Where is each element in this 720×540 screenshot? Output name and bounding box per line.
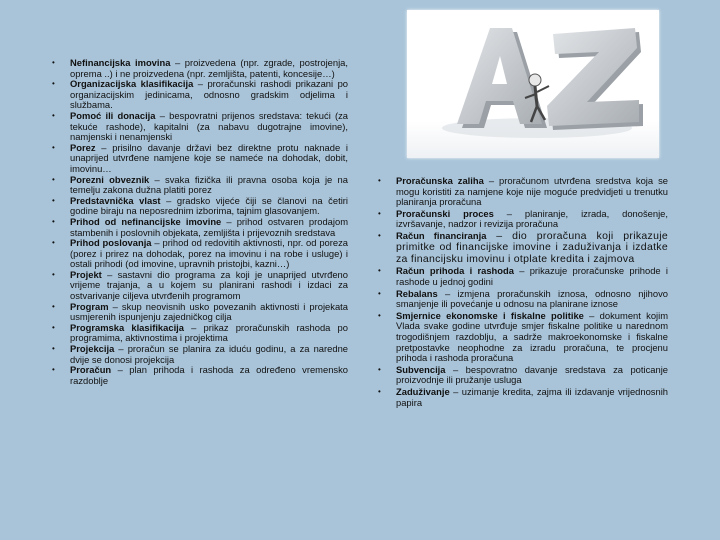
list-item bbox=[52, 58, 348, 79]
bullet-icon: • bbox=[52, 322, 55, 332]
list-item bbox=[378, 311, 668, 364]
bullet-icon: • bbox=[52, 174, 55, 184]
list-item bbox=[378, 289, 668, 310]
definition: – dio proračuna koji prikazuje primitke od financijske imovine i zaduživanja i izdatke za financijsku imovinu i otplate kredita i zajmova bbox=[396, 229, 668, 265]
definition: – proračun se planira za iduću godinu, a za naredne dvije se donosi projekcija bbox=[70, 343, 348, 365]
bullet-icon: • bbox=[378, 288, 381, 298]
definition: – izmjena proračunskih iznosa, odnosno njihovo smanjenje ili povećanje u odnosu na planirane iznose bbox=[396, 287, 668, 310]
term: Rebalans bbox=[396, 287, 438, 299]
list-item bbox=[52, 217, 348, 238]
definition: – dokument kojim Vlada svake godine utvrđuje smjer fiskalne politike u narednom trogodišnjem razdoblju, a sadrže makroekonomske i fiskalne pretpostavke neophodne za izradu proračuna, te procjenu prihoda i rashoda proračuna bbox=[396, 309, 669, 364]
term: Račun financiranja bbox=[396, 229, 487, 241]
term: Prihod od nefinancijske imovine bbox=[70, 215, 222, 227]
definition: – bespovratni prijenos sredstava: tekući (za tekuće rashode), kapitalni (za nabavu dugotrajne imovine), namjenski i nenamjenski bbox=[70, 109, 349, 143]
term: Proračunska zaliha bbox=[396, 175, 484, 186]
term: Subvencija bbox=[396, 363, 446, 375]
definition: – proizvedena (npr. zgrade, postrojenja, oprema ..) i ne proizvedena (npr. zemljišta, patenti, koncesije…) bbox=[70, 57, 349, 79]
bullet-icon: • bbox=[52, 195, 55, 205]
bullet-icon: • bbox=[52, 110, 55, 120]
bullet-icon: • bbox=[52, 142, 55, 152]
definition: – prisilno davanje državi bez direktne protu naknade i unaprijed utvrđene namjene koje se nameće na dohodak, dobit, imovinu… bbox=[70, 141, 348, 174]
list-item bbox=[52, 143, 348, 175]
definition: – bespovratno davanje sredstava za poticanje proizvodnje ili pružanje usluga bbox=[396, 363, 668, 386]
bullet-icon: • bbox=[378, 208, 381, 218]
term: Pomoć ili donacija bbox=[70, 109, 156, 121]
definition: – plan prihoda i rashoda za određeno vremensko razdoblje bbox=[70, 364, 348, 386]
definition: – gradsko vijeće čiji se članovi na četiri godine biraju na neposrednim izborima, tajnim glasovanjem. bbox=[70, 194, 348, 217]
a-to-z-letters-icon bbox=[407, 10, 659, 158]
list-item bbox=[52, 344, 348, 365]
list-item bbox=[378, 266, 668, 287]
term: Porez bbox=[70, 141, 96, 153]
term: Porezni obveznik bbox=[70, 173, 150, 185]
definition: – proračunski rashodi prikazani po organizacijskim jedinicama, odnosno gradskim odjelima i službama. bbox=[70, 78, 348, 111]
list-item bbox=[52, 175, 348, 196]
term: Proračunski proces bbox=[396, 207, 494, 219]
list-item bbox=[52, 365, 348, 386]
bullet-icon: • bbox=[378, 364, 381, 374]
definition: – skup neovisnih usko povezanih aktivnosti i projekata usmjerenih ispunjenju zajedničkog cilja bbox=[70, 300, 348, 323]
list-item bbox=[52, 323, 348, 344]
term: Projekcija bbox=[70, 343, 115, 355]
list-item bbox=[378, 365, 668, 386]
bullet-icon: • bbox=[378, 387, 381, 396]
bullet-icon: • bbox=[52, 79, 55, 89]
term: Program bbox=[70, 300, 109, 312]
bullet-icon: • bbox=[378, 266, 381, 276]
term: Proračun bbox=[70, 364, 112, 376]
definition: – proračunom utvrđena sredstva koja se mogu koristiti za namjene koje nije moguće predvidjeti u trenutku planiranja proračuna bbox=[396, 175, 668, 208]
list-item bbox=[52, 111, 348, 143]
glossary-right-column bbox=[378, 176, 668, 409]
definition: – prikazuje proračunske prihode i rashode u jednoj godini bbox=[396, 265, 668, 288]
bullet-icon: • bbox=[52, 238, 55, 248]
bullet-icon: • bbox=[378, 230, 381, 240]
definition: – sastavni dio programa za koji je unaprijed utvrđeno vrijeme trajanja, a u kojem su planirani rashodi i izdaci za ostvarivanje ciljeva utvrđenih programom bbox=[70, 268, 348, 302]
term: Smjernice ekonomske i fiskalne politike bbox=[396, 309, 584, 321]
term: Organizacijska klasifikacija bbox=[70, 78, 194, 90]
term: Prihod poslovanja bbox=[70, 237, 152, 249]
term: Račun prihoda i rashoda bbox=[396, 265, 514, 277]
list-item bbox=[378, 231, 668, 266]
bullet-icon: • bbox=[52, 269, 55, 279]
list-item bbox=[52, 238, 348, 270]
list-item bbox=[52, 270, 348, 302]
bullet-icon: • bbox=[52, 58, 55, 67]
definition: – planiranje, izrada, donošenje, izvršavanje, nadzor i revizija proračuna bbox=[396, 207, 668, 230]
definition: – prihod od redovitih aktivnosti, npr. od poreza (porez i prirez na dohodak, porez na imovinu i na robe i usluge) i ostali prihodi (od imovine, upravnih pristojbi, kazni…) bbox=[70, 237, 349, 270]
term: Predstavnička vlast bbox=[70, 194, 161, 206]
glossary-left-column bbox=[52, 58, 348, 386]
term: Zaduživanje bbox=[396, 386, 450, 397]
list-item bbox=[52, 302, 348, 323]
bullet-icon: • bbox=[378, 310, 381, 320]
bullet-icon: • bbox=[378, 176, 381, 185]
definition: – prikaz proračunskih rashoda po programima, aktivnostima i projektima bbox=[70, 321, 348, 344]
list-item bbox=[52, 196, 348, 217]
list-item bbox=[52, 79, 348, 111]
definition: – prihod ostvaren prodajom stambenih i poslovnih objekata, zemljišta i prijevoznih sredstava bbox=[70, 215, 349, 238]
term: Programska klasifikacija bbox=[70, 321, 184, 333]
term: Nefinancijska imovina bbox=[70, 57, 171, 68]
list-item bbox=[378, 176, 668, 208]
bullet-icon: • bbox=[52, 344, 55, 354]
a-to-z-image bbox=[407, 10, 659, 158]
bullet-icon: • bbox=[52, 365, 55, 375]
list-item bbox=[378, 387, 668, 408]
term: Projekt bbox=[70, 268, 102, 280]
bullet-icon: • bbox=[52, 216, 55, 226]
definition: – uzimanje kredita, zajma ili izdavanje vrijednosnih papira bbox=[396, 386, 668, 408]
bullet-icon: • bbox=[52, 301, 55, 311]
list-item bbox=[378, 209, 668, 230]
definition: – svaka fizička ili pravna osoba koja je na temelju zakona dužna platiti porez bbox=[70, 173, 348, 196]
